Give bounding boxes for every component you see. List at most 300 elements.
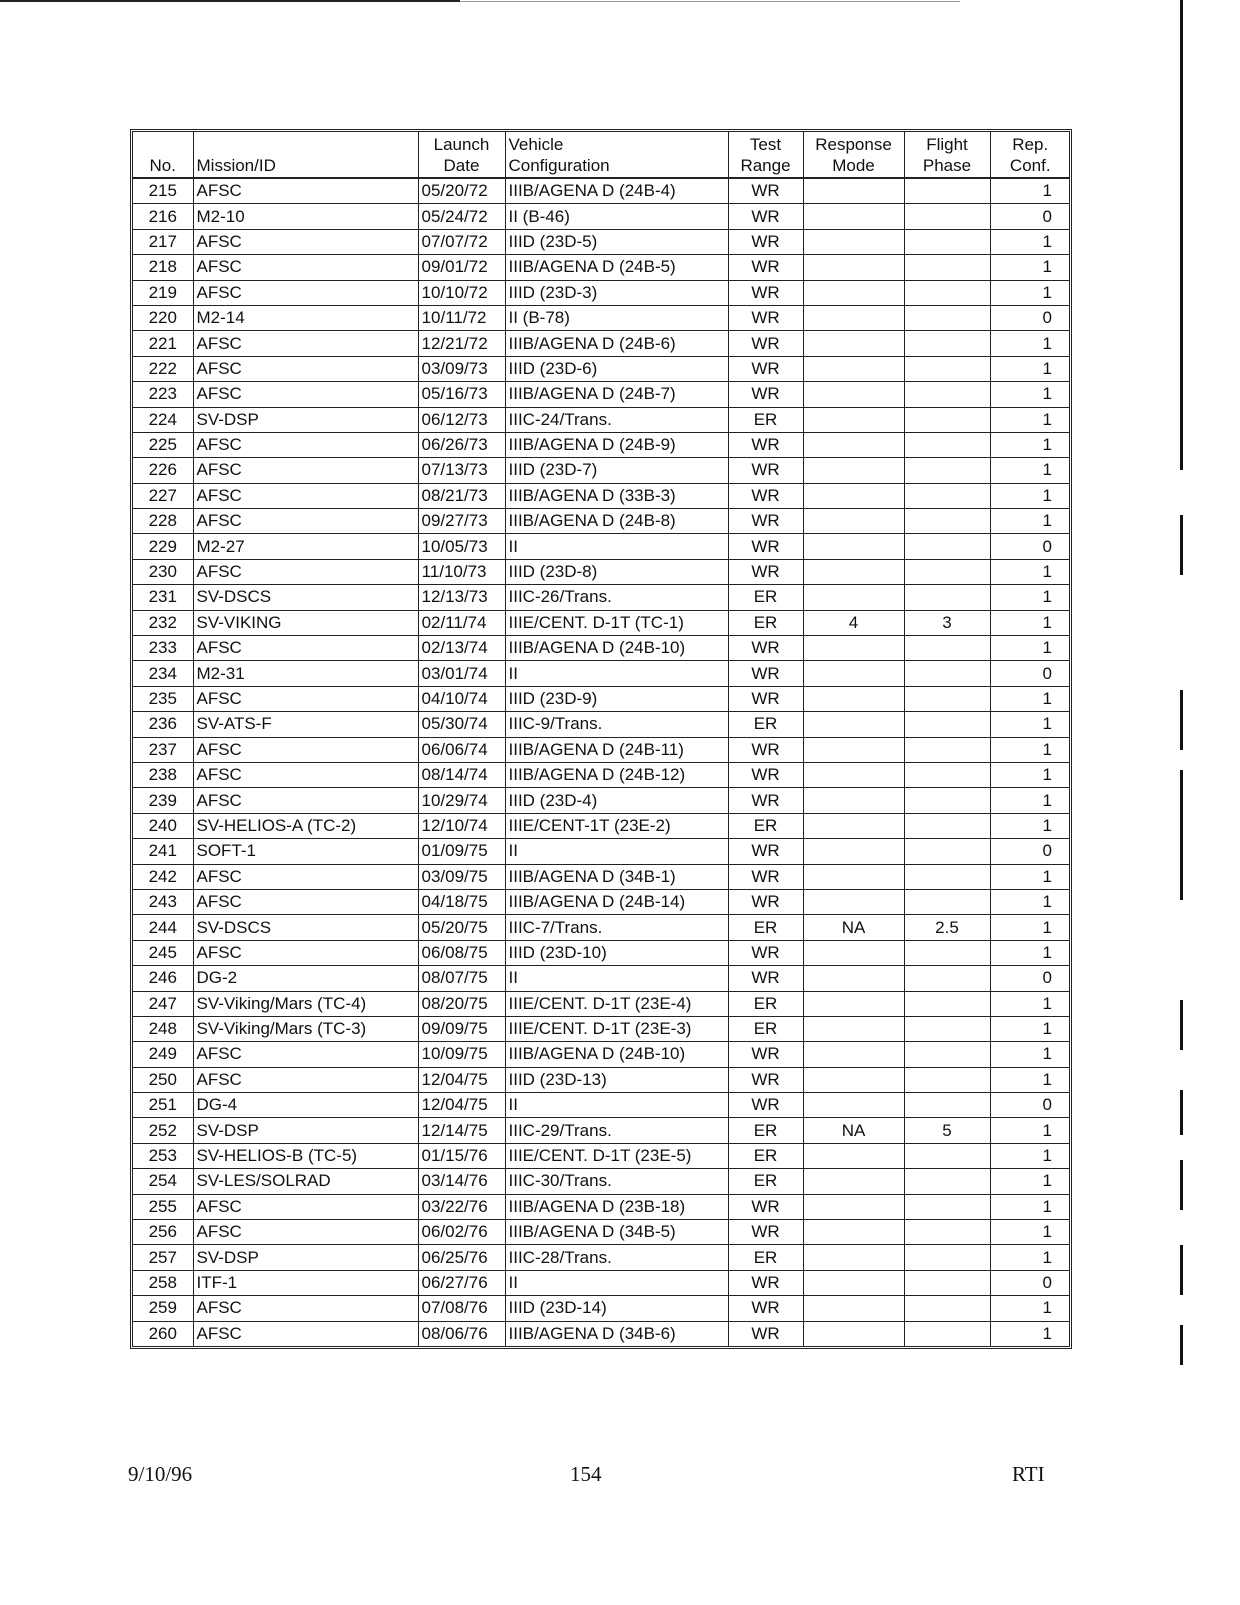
table-row: [133, 1042, 1070, 1067]
cell-mission-id: DG-2: [193, 966, 418, 991]
cell-no: 247: [133, 991, 193, 1016]
cell-launch-date: 01/15/76: [418, 1143, 505, 1168]
right-margin-bar: [1180, 690, 1183, 750]
cell-test-range: WR: [728, 889, 803, 914]
table-row: [133, 1245, 1070, 1270]
cell-vehicle-configuration: IIIC-24/Trans.: [505, 407, 728, 432]
cell-launch-date: 03/09/75: [418, 864, 505, 889]
cell-flight-phase: [904, 382, 990, 407]
cell-response-mode: [803, 407, 904, 432]
cell-rep-conf: 1: [990, 229, 1070, 254]
cell-vehicle-configuration: IIIC-7/Trans.: [505, 915, 728, 940]
table-row: [133, 534, 1070, 559]
cell-mission-id: AFSC: [193, 483, 418, 508]
cell-no: 223: [133, 382, 193, 407]
cell-vehicle-configuration: II: [505, 1093, 728, 1118]
cell-response-mode: [803, 991, 904, 1016]
cell-rep-conf: 1: [990, 458, 1070, 483]
cell-flight-phase: [904, 331, 990, 356]
right-margin-bar: [1180, 770, 1183, 900]
cell-response-mode: [803, 737, 904, 762]
table-row: [133, 280, 1070, 305]
cell-no: 255: [133, 1194, 193, 1219]
cell-response-mode: [803, 432, 904, 457]
cell-mission-id: AFSC: [193, 737, 418, 762]
cell-no: 245: [133, 940, 193, 965]
cell-mission-id: AFSC: [193, 1220, 418, 1245]
cell-launch-date: 12/10/74: [418, 813, 505, 838]
table-row: [133, 382, 1070, 407]
cell-rep-conf: 1: [990, 712, 1070, 737]
cell-no: 246: [133, 966, 193, 991]
cell-mission-id: AFSC: [193, 229, 418, 254]
footer-date: 9/10/96: [128, 1462, 193, 1486]
cell-launch-date: 02/13/74: [418, 636, 505, 661]
cell-test-range: WR: [728, 686, 803, 711]
cell-flight-phase: [904, 229, 990, 254]
cell-response-mode: [803, 1321, 904, 1346]
cell-vehicle-configuration: IIIB/AGENA D (34B-6): [505, 1321, 728, 1346]
cell-launch-date: 06/08/75: [418, 940, 505, 965]
cell-rep-conf: 1: [990, 331, 1070, 356]
cell-no: 226: [133, 458, 193, 483]
cell-mission-id: AFSC: [193, 1296, 418, 1321]
cell-mission-id: SV-VIKING: [193, 610, 418, 635]
footer-organization: RTI: [1012, 1462, 1045, 1486]
cell-launch-date: 08/21/73: [418, 483, 505, 508]
cell-flight-phase: [904, 1067, 990, 1092]
cell-vehicle-configuration: IIID (23D-13): [505, 1067, 728, 1092]
cell-launch-date: 08/20/75: [418, 991, 505, 1016]
cell-test-range: WR: [728, 1270, 803, 1295]
cell-vehicle-configuration: IIIB/AGENA D (24B-9): [505, 432, 728, 457]
cell-test-range: WR: [728, 458, 803, 483]
cell-vehicle-configuration: IIIC-26/Trans.: [505, 585, 728, 610]
cell-rep-conf: 1: [990, 255, 1070, 280]
cell-response-mode: [803, 280, 904, 305]
table-row: [133, 509, 1070, 534]
cell-rep-conf: 1: [990, 509, 1070, 534]
cell-vehicle-configuration: II: [505, 1270, 728, 1295]
cell-launch-date: 09/01/72: [418, 255, 505, 280]
cell-test-range: WR: [728, 204, 803, 229]
table-row: [133, 661, 1070, 686]
cell-vehicle-configuration: IIIC-30/Trans.: [505, 1169, 728, 1194]
cell-test-range: WR: [728, 1220, 803, 1245]
cell-test-range: WR: [728, 762, 803, 787]
cell-no: 215: [133, 178, 193, 204]
cell-test-range: WR: [728, 1067, 803, 1092]
cell-flight-phase: [904, 686, 990, 711]
cell-mission-id: SOFT-1: [193, 839, 418, 864]
launch-table: [133, 132, 1070, 1346]
cell-rep-conf: 1: [990, 483, 1070, 508]
cell-rep-conf: 1: [990, 940, 1070, 965]
cell-test-range: WR: [728, 331, 803, 356]
cell-response-mode: [803, 788, 904, 813]
cell-no: 248: [133, 1016, 193, 1041]
table-row: [133, 356, 1070, 381]
table-row: [133, 813, 1070, 838]
cell-response-mode: [803, 889, 904, 914]
cell-flight-phase: [904, 178, 990, 204]
cell-rep-conf: 1: [990, 1067, 1070, 1092]
cell-no: 233: [133, 636, 193, 661]
table-row: [133, 1143, 1070, 1168]
table-row: [133, 966, 1070, 991]
cell-vehicle-configuration: IIIB/AGENA D (34B-1): [505, 864, 728, 889]
cell-launch-date: 06/06/74: [418, 737, 505, 762]
cell-rep-conf: 1: [990, 585, 1070, 610]
cell-response-mode: [803, 178, 904, 204]
table-row: [133, 331, 1070, 356]
launch-table-frame: [130, 129, 1072, 1349]
cell-vehicle-configuration: IIID (23D-3): [505, 280, 728, 305]
cell-test-range: WR: [728, 255, 803, 280]
cell-vehicle-configuration: IIIE/CENT. D-1T (23E-3): [505, 1016, 728, 1041]
cell-launch-date: 11/10/73: [418, 559, 505, 584]
cell-vehicle-configuration: IIIB/AGENA D (24B-6): [505, 331, 728, 356]
cell-mission-id: AFSC: [193, 280, 418, 305]
cell-flight-phase: [904, 762, 990, 787]
cell-flight-phase: 3: [904, 610, 990, 635]
cell-launch-date: 05/30/74: [418, 712, 505, 737]
cell-no: 251: [133, 1093, 193, 1118]
cell-launch-date: 07/13/73: [418, 458, 505, 483]
cell-response-mode: [803, 305, 904, 330]
cell-response-mode: [803, 534, 904, 559]
cell-rep-conf: 1: [990, 788, 1070, 813]
cell-mission-id: SV-Viking/Mars (TC-4): [193, 991, 418, 1016]
right-margin-bar: [1180, 1245, 1183, 1295]
cell-no: 217: [133, 229, 193, 254]
cell-response-mode: [803, 1245, 904, 1270]
cell-vehicle-configuration: IIID (23D-9): [505, 686, 728, 711]
cell-response-mode: [803, 1042, 904, 1067]
cell-rep-conf: 1: [990, 1220, 1070, 1245]
cell-response-mode: [803, 356, 904, 381]
col-header-test-range: Test Range: [728, 132, 803, 178]
cell-response-mode: [803, 940, 904, 965]
cell-no: 236: [133, 712, 193, 737]
cell-mission-id: AFSC: [193, 1067, 418, 1092]
cell-no: 260: [148, 1323, 177, 1343]
cell-test-range: WR: [728, 839, 803, 864]
cell-test-range: WR: [728, 1321, 803, 1346]
cell-test-range: WR: [728, 559, 803, 584]
table-row: [133, 229, 1070, 254]
cell-vehicle-configuration: IIID (23D-5): [505, 229, 728, 254]
cell-test-range: ER: [728, 585, 803, 610]
table-row: [133, 407, 1070, 432]
cell-launch-date: 12/21/72: [418, 331, 505, 356]
cell-no: 227: [133, 483, 193, 508]
cell-rep-conf: 0: [990, 1093, 1070, 1118]
cell-flight-phase: [904, 585, 990, 610]
cell-no: 240: [133, 813, 193, 838]
cell-mission-id: AFSC: [193, 686, 418, 711]
cell-rep-conf: 1: [990, 356, 1070, 381]
cell-rep-conf: 1: [990, 178, 1070, 204]
cell-no: 243: [133, 889, 193, 914]
cell-mission-id: AFSC: [193, 559, 418, 584]
cell-rep-conf: 1: [990, 559, 1070, 584]
cell-flight-phase: 5: [904, 1118, 990, 1143]
cell-vehicle-configuration: IIIE/CENT. D-1T (23E-4): [505, 991, 728, 1016]
cell-test-range: WR: [728, 432, 803, 457]
cell-vehicle-configuration: IIID (23D-4): [505, 788, 728, 813]
table-row: [133, 1296, 1070, 1321]
cell-flight-phase: [904, 661, 990, 686]
cell-mission-id: AFSC: [193, 1042, 418, 1067]
cell-mission-id: AFSC: [193, 382, 418, 407]
cell-flight-phase: [904, 712, 990, 737]
table-row: [133, 1270, 1070, 1295]
table-header-row: [133, 132, 1070, 178]
cell-test-range: WR: [728, 737, 803, 762]
cell-flight-phase: [904, 966, 990, 991]
cell-launch-date: 08/06/76: [418, 1321, 505, 1346]
cell-launch-date: 10/10/72: [418, 280, 505, 305]
cell-flight-phase: 2.5: [904, 915, 990, 940]
table-row: [133, 1067, 1070, 1092]
cell-response-mode: [803, 1220, 904, 1245]
cell-mission-id: SV-DSP: [193, 1118, 418, 1143]
table-row: [133, 483, 1070, 508]
cell-launch-date: 10/29/74: [418, 788, 505, 813]
cell-launch-date: 05/24/72: [418, 204, 505, 229]
right-margin-bar: [1180, 1325, 1183, 1365]
cell-test-range: WR: [728, 382, 803, 407]
cell-launch-date: 01/09/75: [418, 839, 505, 864]
cell-flight-phase: [904, 280, 990, 305]
cell-flight-phase: [904, 305, 990, 330]
cell-launch-date: 12/13/73: [418, 585, 505, 610]
cell-vehicle-configuration: IIIB/AGENA D (24B-10): [505, 636, 728, 661]
col-header-launch-date: Launch Date: [418, 132, 505, 178]
cell-response-mode: [803, 864, 904, 889]
cell-rep-conf: 0: [990, 204, 1070, 229]
cell-mission-id: AFSC: [193, 864, 418, 889]
table-row: [133, 686, 1070, 711]
cell-rep-conf: 0: [990, 661, 1070, 686]
cell-response-mode: [803, 636, 904, 661]
cell-test-range: WR: [728, 661, 803, 686]
cell-response-mode: [803, 483, 904, 508]
cell-no: 224: [133, 407, 193, 432]
cell-test-range: ER: [728, 1245, 803, 1270]
cell-flight-phase: [904, 407, 990, 432]
cell-rep-conf: 1: [990, 1296, 1070, 1321]
cell-test-range: ER: [728, 1143, 803, 1168]
cell-rep-conf: 1: [990, 1245, 1070, 1270]
table-row: [133, 636, 1070, 661]
cell-flight-phase: [904, 432, 990, 457]
cell-mission-id: M2-10: [193, 204, 418, 229]
table-row: [133, 1220, 1070, 1245]
cell-launch-date: 08/07/75: [418, 966, 505, 991]
cell-rep-conf: 1: [990, 610, 1070, 635]
cell-vehicle-configuration: IIIE/CENT-1T (23E-2): [505, 813, 728, 838]
right-margin-bar: [1180, 515, 1183, 575]
cell-launch-date: 06/12/73: [418, 407, 505, 432]
cell-vehicle-configuration: IIIB/AGENA D (24B-8): [505, 509, 728, 534]
cell-test-range: WR: [728, 864, 803, 889]
cell-test-range: ER: [728, 610, 803, 635]
cell-no: 222: [133, 356, 193, 381]
cell-response-mode: [803, 585, 904, 610]
cell-rep-conf: 1: [990, 1143, 1070, 1168]
cell-no: 225: [133, 432, 193, 457]
cell-vehicle-configuration: IIID (23D-6): [505, 356, 728, 381]
cell-vehicle-configuration: IIID (23D-10): [505, 940, 728, 965]
cell-response-mode: [803, 839, 904, 864]
cell-no: 256: [133, 1220, 193, 1245]
cell-rep-conf: 0: [990, 1270, 1070, 1295]
cell-launch-date: 10/11/72: [418, 305, 505, 330]
cell-test-range: ER: [728, 915, 803, 940]
cell-test-range: WR: [728, 178, 803, 204]
cell-vehicle-configuration: IIID (23D-7): [505, 458, 728, 483]
cell-launch-date: 10/09/75: [418, 1042, 505, 1067]
cell-vehicle-configuration: IIIC-29/Trans.: [505, 1118, 728, 1143]
cell-no: 229: [133, 534, 193, 559]
cell-mission-id: SV-HELIOS-B (TC-5): [193, 1143, 418, 1168]
cell-launch-date: 03/14/76: [418, 1169, 505, 1194]
cell-test-range: ER: [728, 813, 803, 838]
cell-rep-conf: 1: [990, 737, 1070, 762]
cell-no: 257: [133, 1245, 193, 1270]
cell-no: 244: [133, 915, 193, 940]
cell-flight-phase: [904, 1270, 990, 1295]
right-margin-bar: [1180, 1000, 1183, 1050]
cell-test-range: WR: [728, 636, 803, 661]
table-row: [133, 178, 1070, 204]
cell-rep-conf: 1: [990, 407, 1070, 432]
cell-launch-date: 02/11/74: [418, 610, 505, 635]
cell-test-range: WR: [728, 788, 803, 813]
right-margin-bar: [1180, 0, 1183, 470]
cell-rep-conf: 1: [990, 432, 1070, 457]
cell-no: 237: [133, 737, 193, 762]
cell-no: 258: [133, 1270, 193, 1295]
cell-flight-phase: [904, 940, 990, 965]
cell-test-range: WR: [728, 1093, 803, 1118]
cell-flight-phase: [904, 356, 990, 381]
cell-rep-conf: 1: [990, 1042, 1070, 1067]
col-header-response-mode: Response Mode: [803, 132, 904, 178]
cell-vehicle-configuration: II: [505, 661, 728, 686]
cell-rep-conf: 1: [990, 280, 1070, 305]
table-row: [133, 1169, 1070, 1194]
cell-response-mode: [803, 1296, 904, 1321]
cell-mission-id: AFSC: [193, 636, 418, 661]
page-number: 154: [570, 1462, 602, 1486]
cell-flight-phase: [904, 1194, 990, 1219]
cell-mission-id: AFSC: [193, 762, 418, 787]
cell-vehicle-configuration: IIIB/AGENA D (34B-5): [505, 1220, 728, 1245]
cell-rep-conf: 1: [990, 1016, 1070, 1041]
cell-rep-conf: 0: [990, 534, 1070, 559]
cell-launch-date: 06/27/76: [418, 1270, 505, 1295]
table-row: [133, 610, 1070, 635]
cell-response-mode: [803, 1093, 904, 1118]
cell-flight-phase: [904, 1042, 990, 1067]
cell-vehicle-configuration: II (B-46): [505, 204, 728, 229]
cell-no: 259: [133, 1296, 193, 1321]
cell-flight-phase: [904, 1016, 990, 1041]
cell-test-range: WR: [728, 1042, 803, 1067]
cell-test-range: ER: [728, 1169, 803, 1194]
table-row: [133, 1118, 1070, 1143]
cell-test-range: WR: [728, 940, 803, 965]
cell-response-mode: [803, 331, 904, 356]
cell-mission-id: AFSC: [193, 178, 418, 204]
cell-response-mode: [803, 966, 904, 991]
cell-mission-id: SV-DSP: [193, 1245, 418, 1270]
cell-mission-id: SV-DSCS: [193, 915, 418, 940]
cell-test-range: ER: [728, 1016, 803, 1041]
cell-test-range: WR: [728, 305, 803, 330]
cell-launch-date: 03/01/74: [418, 661, 505, 686]
cell-launch-date: 06/02/76: [418, 1220, 505, 1245]
cell-no: 238: [133, 762, 193, 787]
cell-vehicle-configuration: II (B-78): [505, 305, 728, 330]
cell-vehicle-configuration: IIID (23D-14): [505, 1296, 728, 1321]
cell-flight-phase: [904, 636, 990, 661]
cell-vehicle-configuration: II: [505, 534, 728, 559]
cell-flight-phase: [904, 991, 990, 1016]
cell-launch-date: 05/20/75: [418, 915, 505, 940]
cell-mission-id: M2-27: [193, 534, 418, 559]
cell-mission-id: M2-14: [193, 305, 418, 330]
cell-flight-phase: [904, 813, 990, 838]
cell-launch-date: 05/16/73: [418, 382, 505, 407]
cell-mission-id: AFSC: [193, 788, 418, 813]
cell-mission-id: AFSC: [193, 331, 418, 356]
cell-launch-date: 08/14/74: [418, 762, 505, 787]
cell-test-range: WR: [728, 1296, 803, 1321]
cell-no: 230: [133, 559, 193, 584]
cell-test-range: ER: [728, 712, 803, 737]
table-row: [133, 889, 1070, 914]
cell-flight-phase: [904, 889, 990, 914]
cell-rep-conf: 1: [990, 889, 1070, 914]
cell-rep-conf: 1: [990, 991, 1070, 1016]
cell-test-range: WR: [728, 356, 803, 381]
cell-mission-id: AFSC: [193, 1321, 418, 1346]
cell-response-mode: [803, 661, 904, 686]
cell-flight-phase: [904, 1296, 990, 1321]
cell-rep-conf: 1: [990, 1118, 1070, 1143]
cell-mission-id: SV-Viking/Mars (TC-3): [193, 1016, 418, 1041]
table-row: [133, 204, 1070, 229]
cell-flight-phase: [904, 737, 990, 762]
cell-mission-id: SV-HELIOS-A (TC-2): [193, 813, 418, 838]
cell-no: 254: [133, 1169, 193, 1194]
cell-rep-conf: 1: [990, 1321, 1070, 1346]
cell-response-mode: [803, 813, 904, 838]
cell-rep-conf: 1: [990, 686, 1070, 711]
cell-mission-id: AFSC: [193, 889, 418, 914]
cell-flight-phase: [904, 483, 990, 508]
table-row: [133, 839, 1070, 864]
cell-mission-id: AFSC: [193, 509, 418, 534]
table-row: [133, 585, 1070, 610]
cell-mission-id: M2-31: [193, 661, 418, 686]
cell-no: 242: [133, 864, 193, 889]
top-rule-thin: [460, 1, 960, 2]
